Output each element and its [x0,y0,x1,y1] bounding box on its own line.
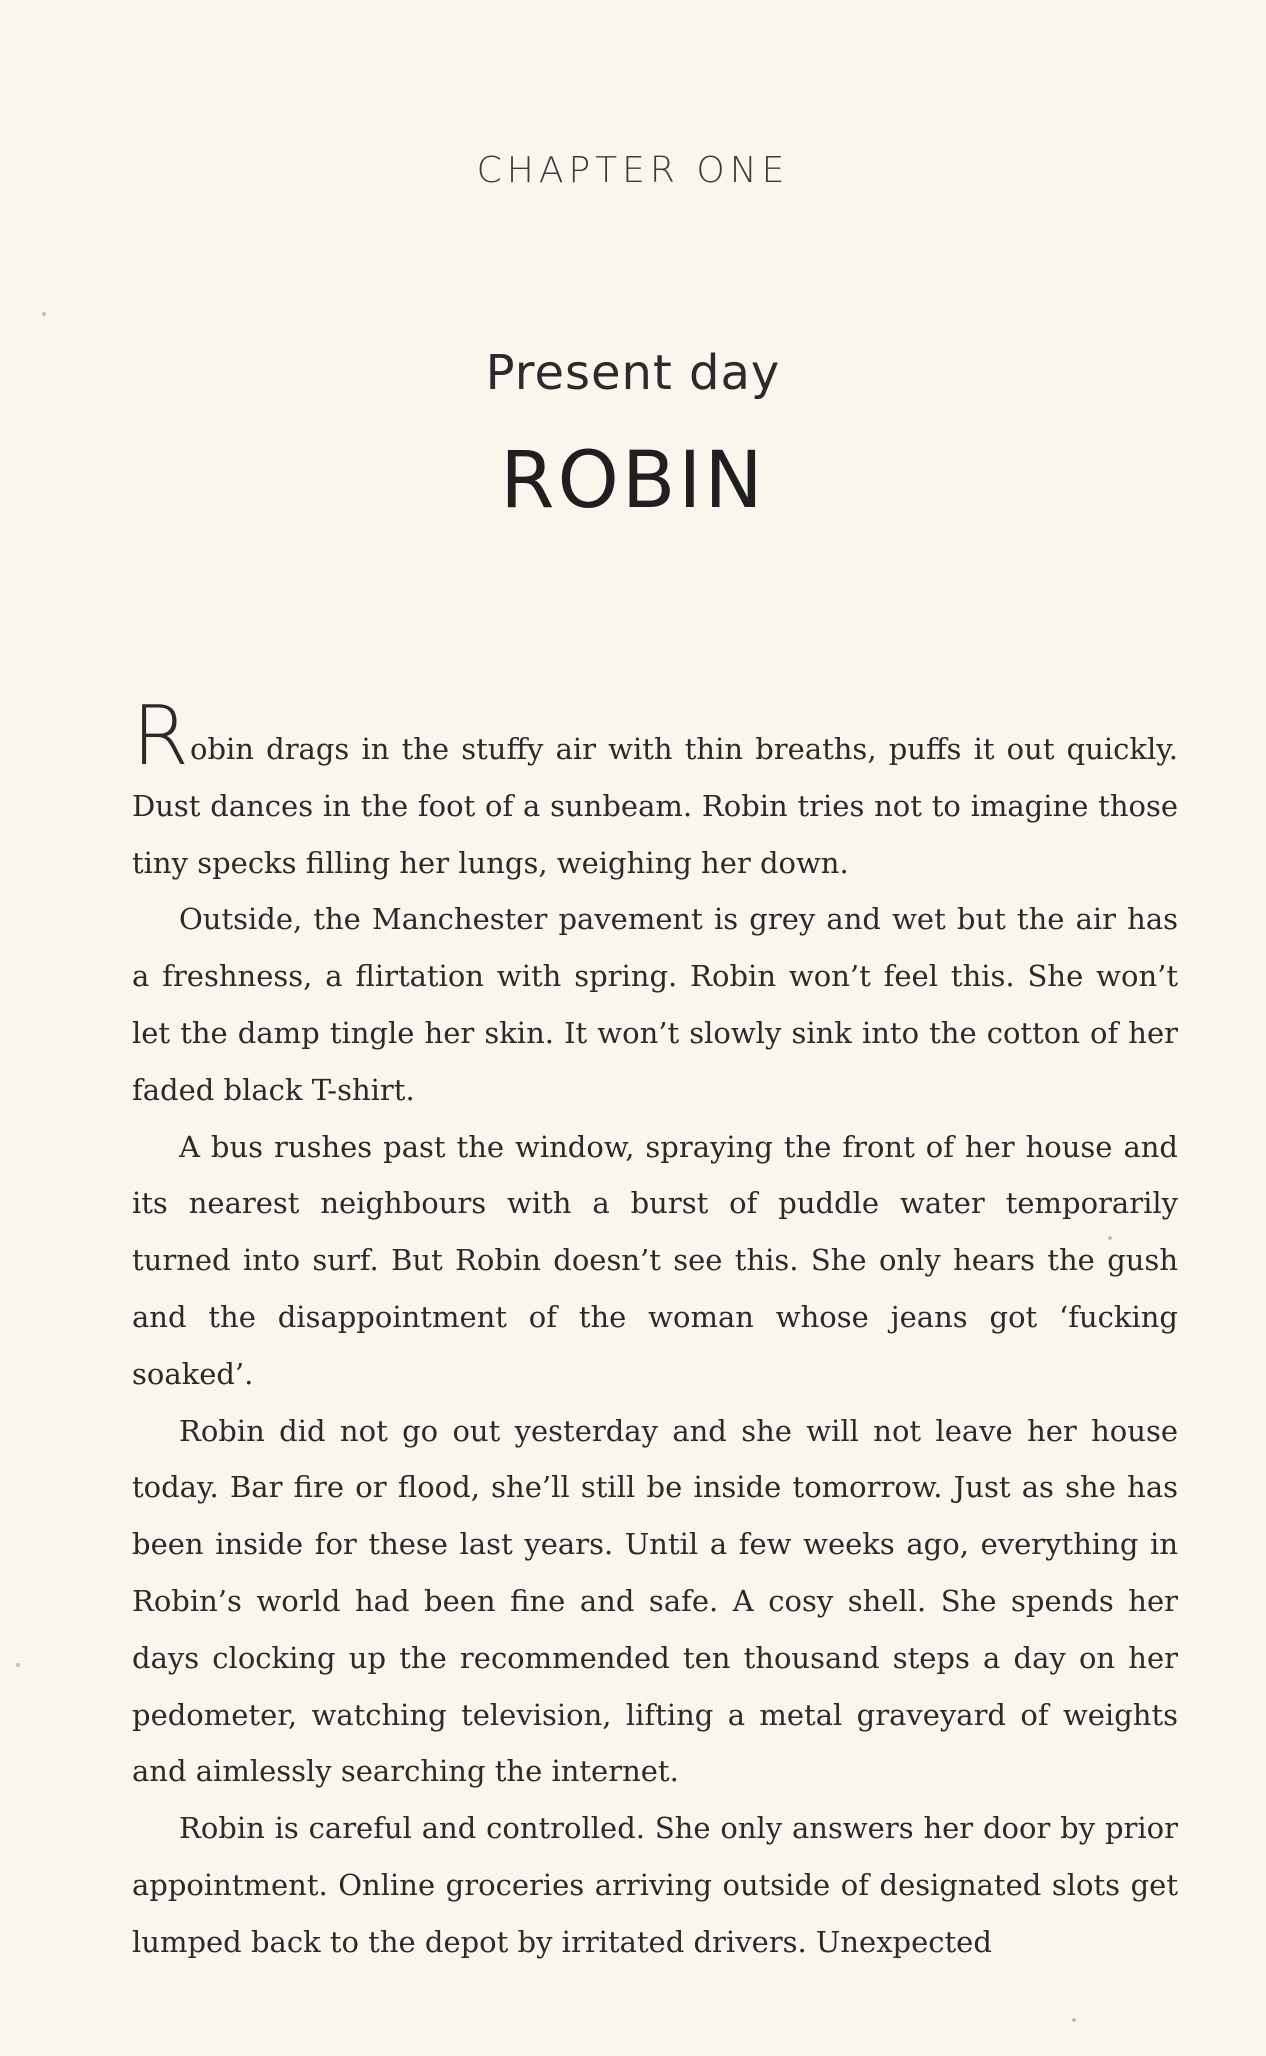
drop-cap: R [132,689,189,784]
paragraph: Robin did not go out yesterday and she will not leave her house today. Bar fire or flood, she’ll still be inside tomorrow. Just as she has been inside for these last years. Until a few weeks ago, everything in Robin’s world had been fine and safe. A cosy shell. She spends her days clocking up the recommended ten thousand steps a day on her pedometer, watching television, lifting a metal graveyard of weights and aimlessly searching the internet. [132,1413,1178,1789]
body-text [132,689,1178,1971]
scan-speck [42,312,46,316]
character-name-heading: ROBIN [500,436,766,526]
chapter-label: CHAPTER ONE [476,150,790,191]
paragraph [132,689,1178,891]
scan-speck [16,1663,20,1667]
scan-speck [1108,1236,1112,1240]
paragraph: Outside, the Manchester pavement is grey and wet but the air has a freshness, a flirtation with spring. Robin won’t feel this. She won’t let the damp tingle her skin. It won’t slowly sink into the cotton of her faded black T-shirt. [132,902,1178,1107]
section-title: Present day [485,345,781,401]
paragraph: A bus rushes past the window, spraying the front of her house and its nearest neighbours with a burst of puddle water temporarily turned into surf. But Robin doesn’t see this. She only hears the gush and the disappointment of the woman whose jeans got ‘fucking soaked’. [132,1129,1178,1391]
paragraph: Robin is careful and controlled. She only answers her door by prior appointment. Online groceries arriving outside of designated slots get lumped back to the depot by irritated drivers. Unexpected [132,1811,1178,1959]
scan-speck [1072,2018,1076,2022]
paragraph-text: obin drags in the stuffy air with thin breaths, puffs it out quickly. Dust dances in the foot of a sunbeam. Robin tries not to imagine those tiny specks filling her lungs, weighing her down. [132,732,1178,880]
